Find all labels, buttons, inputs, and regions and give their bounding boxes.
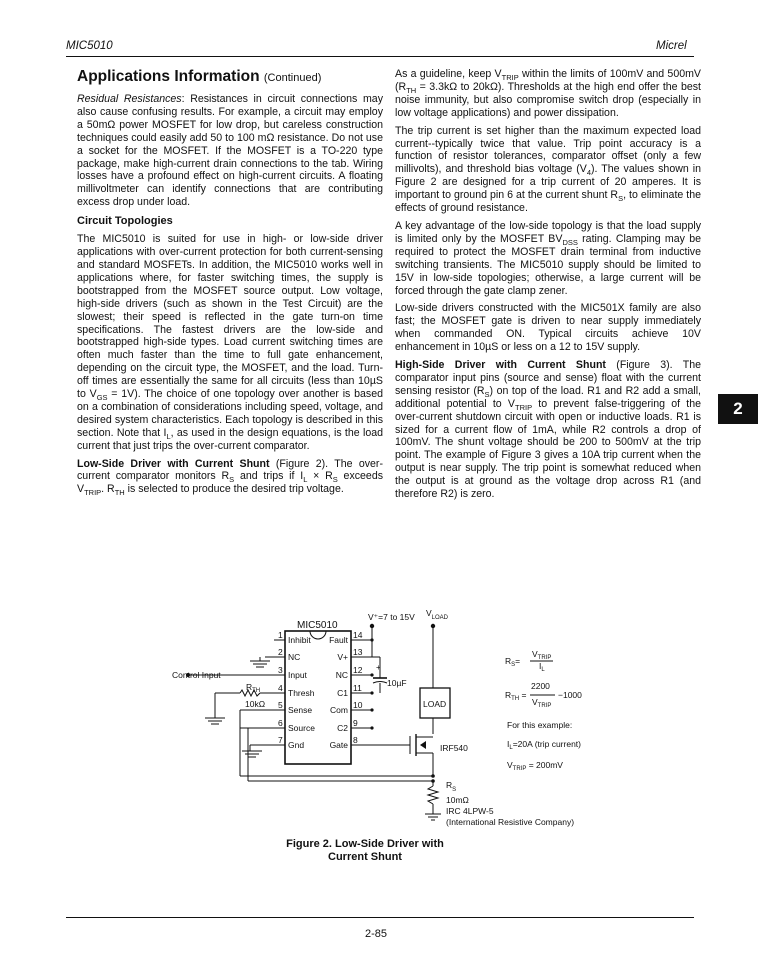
capacitor-value: 10µF [387, 678, 407, 688]
running-header-right: Micrel [656, 40, 687, 52]
svg-text:14: 14 [353, 630, 363, 640]
rs-part: IRC 4LPW-5 [446, 806, 494, 816]
svg-text:6: 6 [278, 718, 283, 728]
ic-pins-left [278, 630, 315, 750]
load-label: LOAD [423, 699, 447, 709]
mosfet-label: IRF540 [440, 743, 468, 753]
section-tab: 2 [718, 394, 758, 424]
control-input-label: Control Input [172, 670, 221, 680]
svg-text:7: 7 [278, 735, 283, 745]
svg-text:Inhibit: Inhibit [288, 635, 311, 645]
svg-text:1: 1 [278, 630, 283, 640]
svg-text:NC: NC [335, 670, 348, 680]
paragraph-low-side: Low-Side Driver with Current Shunt (Figure 2). The over-current comparator monitors $R_S$ and trips if $I_L \times R_S$ exceeds $V_{TRIP}$. $R_{TH}$ is selected to produce the desired trip voltage. [77, 457, 384, 498]
rth-label: $R_{TH}$ [246, 682, 261, 694]
paragraph-topologies: The MIC5010 is suited for use in high- or low-side driver applications with over-current protection for both current-sensing and standard MOSFETs. In addition, the MIC5010 works well in applications where, for faster switching times, the supply is bootstrapped from the MOSFET source output. Low voltage, high-side drivers (such as shown in the Test Circuit) are the slowest; their speed is reflected in the gate turn-on time specifications. The fastest drivers are the low-side and bootstrapped high-side types. Load current switching times are often much faster than the time to full gate enhancement, depending on the circuit type, the MOSFET, and the load. Turn-off times are essentially the same for all circuits (less than 10µS to $V_{GS} = 1V$). The choice of one topology over another is based on a combination of considerations including speed, voltage, and desired system characteristics. Each topology is described in this section. Note that $I_L$, as used in the design equations, is the load current that just trips the over-current comparator. [77, 233, 383, 452]
paragraph-low-side-fast: Low-side drivers constructed with the MIC501X family are also fast; the MOSFET gate is driven to near supply immediately when commanded ON. Typical circuits achieve 10V enhancement in 10µS or less on a 12 to 15V supply. [395, 302, 701, 354]
svg-text:5: 5 [278, 700, 283, 710]
svg-text:8: 8 [353, 735, 358, 745]
rs-value: 10mΩ [446, 795, 469, 805]
figure-caption: Figure 2. Low-Side Driver with Current Shunt [286, 838, 444, 863]
svg-text:C1: C1 [337, 688, 348, 698]
supply-label: V⁺=7 to 15V [368, 612, 415, 622]
svg-text:11: 11 [353, 683, 362, 693]
rs-label: $R_S$ [446, 780, 457, 793]
svg-text:Source: Source [288, 723, 315, 733]
svg-text:NC: NC [288, 652, 301, 662]
svg-text:C2: C2 [337, 723, 348, 733]
svg-text:4: 4 [278, 683, 283, 693]
footer-rule [66, 917, 694, 918]
example-vtrip: $V_{TRIP} = 200mV$ [507, 760, 563, 772]
svg-text:Fault: Fault [329, 635, 348, 645]
svg-text:Input: Input [288, 670, 307, 680]
svg-text:10: 10 [353, 700, 363, 710]
eq-rth-den: $V_{TRIP}$ [532, 697, 552, 709]
svg-text:Gnd: Gnd [288, 740, 305, 750]
svg-text:Thresh: Thresh [288, 688, 315, 698]
eq-rth-num: 2200 [531, 681, 550, 691]
paragraph-residual: Residual Resistances: Resistances in circuit connections may also cause confusing results. For example, a circuit may employ a 50mΩ power MOSFET for low drop, but careless construction techniques could easily add 50 to 100 mΩ resistance. Do not use a socket for the MOSFET. If the MOSFET is a TO-220 type package, make high-current drain connections to the tab. Wiring losses have a profound effect on high-current circuits. A floating millivoltmeter can identify connections that are contributing excess drop under load. [77, 93, 383, 209]
svg-text:Com: Com [330, 705, 348, 715]
left-column [77, 68, 383, 501]
header-rule [66, 56, 694, 57]
eq-rth-tail: −1000 [558, 690, 582, 700]
running-header-left: MIC5010 [66, 40, 113, 52]
rs-manufacturer: (International Resistive Company) [446, 817, 575, 827]
paragraph-high-side: High-Side Driver with Current Shunt (Figure 3). The comparator input pins (source and sense) float with the current sensing resistor $(R_S)$ on top of the load. R1 and R2 add a small, additional potential to $V_{TRIP}$ to prevent false-triggering of the over-current shutdown circuit with open or inductive loads. R1 is sized for a current flow of 1mA, while R2 controls a drop of 100mV. The shunt voltage should be 200 to 500mV at the trip point. The example of Figure 3 gives a 10A trip current when the output is near supply. The trip point is somewhat reduced when the output is at ground as the voltage drop across R1 (and therefore R2) is zero. [395, 359, 702, 501]
svg-text:9: 9 [353, 718, 358, 728]
eq-rth-lhs: $R_{TH}$ = [505, 690, 527, 702]
example-trip-current: $I_L=20A$ (trip current) [507, 739, 581, 751]
vload-label: $V_{LOAD}$ [426, 608, 449, 621]
page-number: 2-85 [365, 928, 388, 940]
svg-text:Gate: Gate [329, 740, 348, 750]
paragraph-advantage: A key advantage of the low-side topology is that the load supply is limited only by the MOSFET $BV_{DSS}$ rating. Clamping may be required to protect the MOSFET drain terminal from inductive switching transients. The MIC5010 supply should be limited to 15V in low-side topologies; otherwise, a large current will be forced through the gate clamp zener. [395, 219, 702, 297]
paragraph-guideline: As a guideline, keep $V_{TRIP}$ within the limits of 100mV and 500mV ($R_{TH} = 3.3k\Omega$ to 20kΩ). Thresholds at the high end offer the best noise immunity, but also compromise switch drop (especially in low voltage applications) and power dissipation. [395, 68, 701, 119]
eq-rs-num: $V_{TRIP}$ [532, 649, 552, 661]
paragraph-trip-current: The trip current is set higher than the maximum expected load current--typically twice that value. Trip point accuracy is a function of resistor tolerances, comparator offset (only a few millivolts), and threshold bias voltage $(V_4)$. The values shown in Figure 2 are designed for a trip current of 20 amperes. It is important to ground pin 6 at the current shunt $R_S$, to eliminate the effects of ground resistance. [395, 124, 702, 215]
right-column [395, 68, 701, 506]
svg-text:13: 13 [353, 647, 363, 657]
svg-text:12: 12 [353, 665, 363, 675]
svg-text:V+: V+ [337, 652, 348, 662]
figure-2-schematic [150, 606, 600, 831]
section-title: Applications Information (Continued) [77, 68, 322, 85]
eq-rs-lhs: $R_S=$ [505, 656, 521, 668]
example-label: For this example: [507, 720, 573, 730]
heading-circuit-topologies: Circuit Topologies [77, 215, 173, 228]
eq-rs-den: $I_L$ [539, 661, 545, 673]
svg-text:Sense: Sense [288, 705, 313, 715]
svg-text:2: 2 [278, 647, 283, 657]
capacitor-plus: + [376, 663, 381, 672]
ic-pins-right [329, 630, 363, 750]
svg-text:3: 3 [278, 665, 283, 675]
ic-label: MIC5010 [297, 620, 338, 631]
ic-notch [310, 631, 326, 639]
rth-value: 10kΩ [245, 699, 266, 709]
